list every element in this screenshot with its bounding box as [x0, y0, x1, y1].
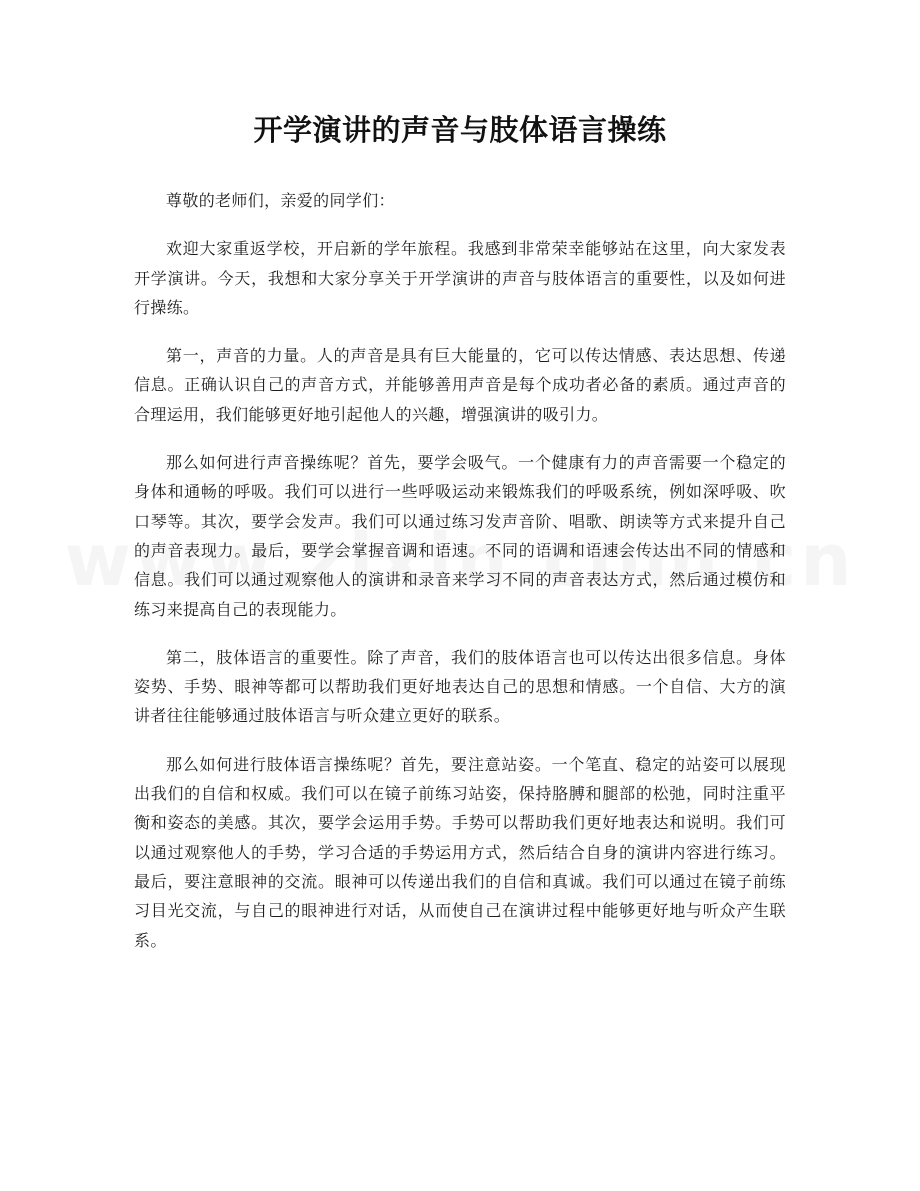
paragraph-body-practice: 那么如何进行肢体语言操练呢？首先，要注意站姿。一个笔直、稳定的站姿可以展现出我们的自信和权威。我们可以在镜子前练习站姿，保持胳膊和腿部的松弛，同时注重平衡和姿态的美感。其次，要学会运用手势。手势可以帮助我们更好地表达和说明。我们可以通过观察他人的手势，学习合适的手势运用方式，然后结合自身的演讲内容进行练习。最后，要注意眼神的交流。眼神可以传递出我们的自信和真诚。我们可以通过在镜子前练习目光交流，与自己的眼神进行对话，从而使自己在演讲过程中能够更好地与听众产生联系。: [134, 754, 786, 950]
paragraph-voice-power: 第一，声音的力量。人的声音是具有巨大能量的，它可以传达情感、表达思想、传递信息。正确认识自己的声音方式，并能够善用声音是每个成功者必备的素质。通过声音的合理运用，我们能够更好地引起他人的兴趣，增强演讲的吸引力。: [134, 346, 786, 424]
paragraph-voice-practice: 那么如何进行声音操练呢？首先，要学会吸气。一个健康有力的声音需要一个稳定的身体和通畅的呼吸。我们可以进行一些呼吸运动来锻炼我们的呼吸系统，例如深呼吸、吹口琴等。其次，要学会发声。我们可以通过练习发声音阶、唱歌、朗读等方式来提升自己的声音表现力。最后，要学会掌握音调和语速。不同的语调和语速会传达出不同的情感和信息。我们可以通过观察他人的演讲和录音来学习不同的声音表达方式，然后通过模仿和练习来提高自己的表现能力。: [134, 453, 786, 619]
paragraph-body-language: 第二，肢体语言的重要性。除了声音，我们的肢体语言也可以传达出很多信息。身体姿势、手势、眼神等都可以帮助我们更好地表达自己的思想和情感。一个自信、大方的演讲者往往能够通过肢体语言与听众建立更好的联系。: [134, 647, 786, 726]
paragraph-greeting: 尊敬的老师们，亲爱的同学们：: [166, 191, 395, 210]
paragraph-welcome: 欢迎大家重返学校，开启新的学年旅程。我感到非常荣幸能够站在这里，向大家发表开学演讲。今天，我想和大家分享关于开学演讲的声音与肢体语言的重要性，以及如何进行操练。: [134, 239, 786, 317]
document-body: [134, 186, 786, 974]
document-title: 开学演讲的声音与肢体语言操练: [253, 113, 667, 147]
